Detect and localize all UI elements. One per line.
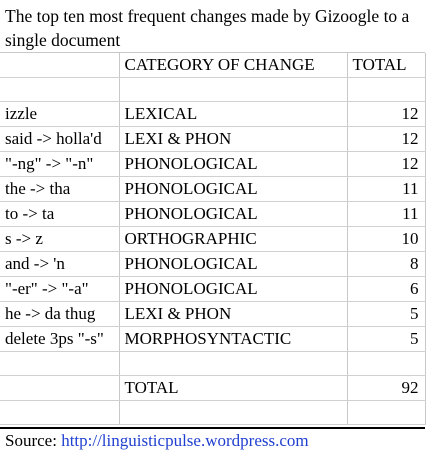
source-link[interactable]: http://linguisticpulse.wordpress.com — [61, 431, 309, 450]
total-cell: 5 — [347, 327, 425, 352]
table-row — [0, 202, 425, 227]
empty-cell — [119, 401, 347, 425]
category-cell: LEXI & PHON — [119, 127, 347, 152]
table-row — [0, 277, 425, 302]
change-cell: said -> holla'd — [0, 127, 119, 152]
category-cell: MORPHOSYNTACTIC — [119, 327, 347, 352]
sum-label-cell: TOTAL — [119, 376, 347, 401]
source-label: Source: — [5, 431, 62, 450]
table-row — [0, 302, 425, 327]
header-row — [0, 53, 425, 78]
spacer-row — [0, 401, 425, 425]
table-row — [0, 152, 425, 177]
change-cell: s -> z — [0, 227, 119, 252]
source-line — [0, 427, 425, 452]
change-cell: to -> ta — [0, 202, 119, 227]
category-cell: PHONOLOGICAL — [119, 152, 347, 177]
table-row — [0, 177, 425, 202]
change-cell: the -> tha — [0, 177, 119, 202]
total-cell: 12 — [347, 102, 425, 127]
category-cell: ORTHOGRAPHIC — [119, 227, 347, 252]
empty-cell — [347, 401, 425, 425]
table-row — [0, 227, 425, 252]
empty-cell — [0, 78, 119, 102]
total-cell: 11 — [347, 177, 425, 202]
sum-row — [0, 376, 425, 401]
category-cell: LEXICAL — [119, 102, 347, 127]
header-cell-change — [0, 53, 119, 78]
category-cell: PHONOLOGICAL — [119, 177, 347, 202]
empty-cell — [0, 376, 119, 401]
total-cell: 5 — [347, 302, 425, 327]
category-cell: LEXI & PHON — [119, 302, 347, 327]
empty-cell — [347, 352, 425, 376]
header-cell-category: CATEGORY OF CHANGE — [119, 53, 347, 78]
table-row — [0, 252, 425, 277]
empty-cell — [119, 78, 347, 102]
total-cell: 12 — [347, 127, 425, 152]
change-cell: he -> da thug — [0, 302, 119, 327]
spacer-row — [0, 78, 425, 102]
total-cell: 6 — [347, 277, 425, 302]
change-cell: and -> 'n — [0, 252, 119, 277]
category-cell: PHONOLOGICAL — [119, 202, 347, 227]
total-cell: 11 — [347, 202, 425, 227]
table-title: The top ten most frequent changes made by Gizoogle to a single document — [0, 0, 425, 53]
change-cell: delete 3ps "-s" — [0, 327, 119, 352]
header-cell-total: TOTAL — [347, 53, 425, 78]
category-cell: PHONOLOGICAL — [119, 277, 347, 302]
change-cell: "-ng" -> "-n" — [0, 152, 119, 177]
table-row — [0, 327, 425, 352]
table-row — [0, 127, 425, 152]
change-cell: "-er" -> "-a" — [0, 277, 119, 302]
total-cell: 10 — [347, 227, 425, 252]
change-cell: izzle — [0, 102, 119, 127]
empty-cell — [0, 352, 119, 376]
spacer-row — [0, 352, 425, 376]
empty-cell — [347, 78, 425, 102]
data-table — [0, 53, 426, 425]
sum-value-cell: 92 — [347, 376, 425, 401]
total-cell: 8 — [347, 252, 425, 277]
table-row — [0, 102, 425, 127]
empty-cell — [119, 352, 347, 376]
empty-cell — [0, 401, 119, 425]
category-cell: PHONOLOGICAL — [119, 252, 347, 277]
total-cell: 12 — [347, 152, 425, 177]
